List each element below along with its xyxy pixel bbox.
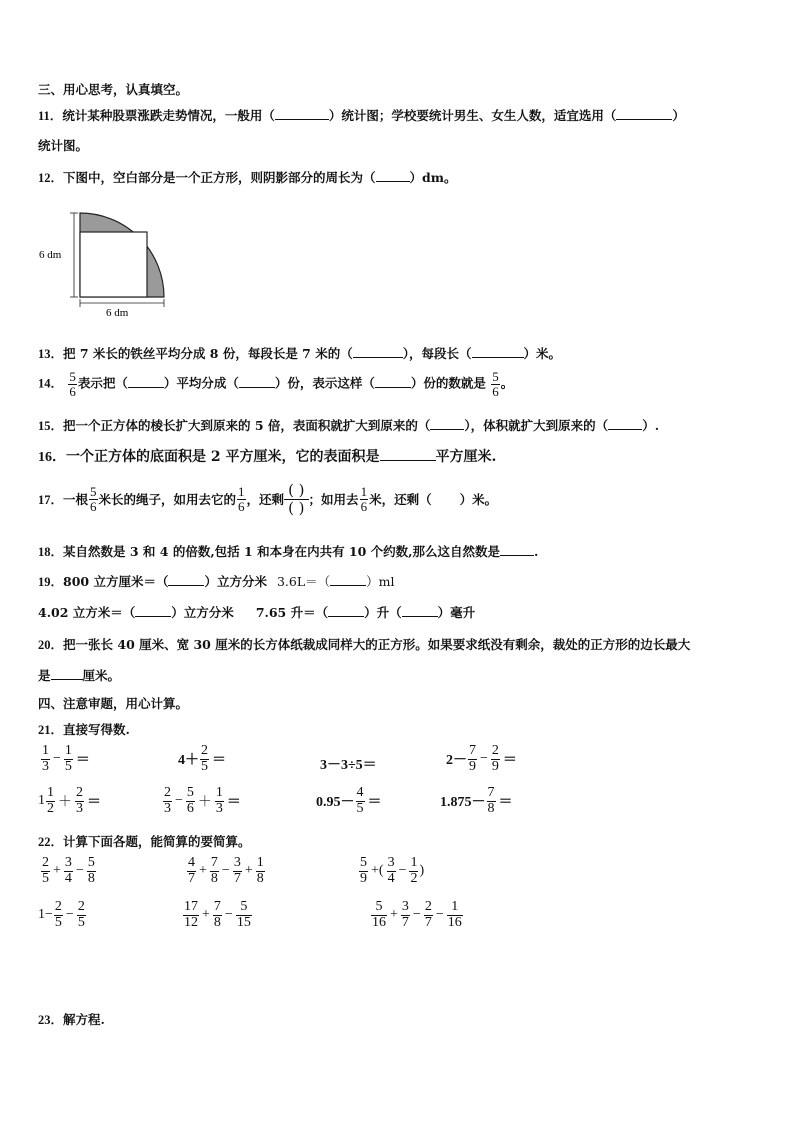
q20-text-b: 是 bbox=[38, 668, 51, 683]
q22-expr-5: $\frac{17}{12}$ + $\frac{7}{8}$ − $\frac{5}{15}$ bbox=[184, 899, 251, 930]
q21-expr-3: 3－3÷5＝ bbox=[320, 758, 377, 773]
q16-number: 16． bbox=[38, 450, 66, 465]
question-15 bbox=[38, 416, 659, 434]
white-square bbox=[80, 232, 147, 297]
question-16 bbox=[38, 446, 496, 466]
q11-text-c: ） bbox=[672, 108, 685, 123]
q11-text-a: 统计某种股票涨跌走势情况，一般用（ bbox=[62, 108, 275, 123]
q15-number: 15． bbox=[38, 419, 64, 433]
q14-fraction-2: $\frac{5}{6}$ bbox=[492, 369, 499, 399]
q18-blank[interactable] bbox=[500, 545, 534, 556]
q11-blank-1[interactable] bbox=[275, 109, 329, 120]
quarter-circle-figure bbox=[38, 205, 173, 320]
q14-blank-3[interactable] bbox=[375, 377, 411, 388]
question-13 bbox=[38, 344, 561, 362]
q13-number: 13． bbox=[38, 347, 64, 361]
q13-text-a: 把 7 米长的铁丝平均分成 8 份，每段长是 7 米的（ bbox=[63, 346, 353, 361]
q19-number: 19． bbox=[38, 575, 64, 589]
question-11 bbox=[38, 106, 685, 124]
q12-text-a: 下图中，空白部分是一个正方形，则阴影部分的周长为（ bbox=[63, 170, 376, 185]
question-11-cont: 统计图。 bbox=[38, 138, 89, 153]
question-14 bbox=[38, 370, 513, 398]
q21-expr-1: $\frac{1}{3}$ − $\frac{1}{5}$ ＝ bbox=[42, 743, 90, 774]
q21-title: 直接写得数. bbox=[63, 722, 130, 737]
q19b-blank-1[interactable] bbox=[135, 606, 171, 617]
q19b-text-d: ）升（ bbox=[364, 605, 402, 620]
q19-text-b: ）立方分米 bbox=[204, 574, 267, 589]
q17-text-e: 米，还剩（ bbox=[369, 492, 432, 507]
q19-text-a: 800 立方厘米＝（ bbox=[63, 574, 169, 589]
q14-text-c: ）份，表示这样（ bbox=[274, 375, 375, 391]
q11-text-b: ）统计图；学校要统计男生、女生人数，适宜选用（ bbox=[328, 108, 617, 123]
question-23 bbox=[38, 1010, 105, 1028]
q17-answer-fraction[interactable]: ( ) ( ) bbox=[284, 482, 308, 516]
q16-text-a: 一个正方体的底面积是 2 平方厘米，它的表面积是 bbox=[66, 449, 380, 465]
q19b-blank-3[interactable] bbox=[402, 606, 438, 617]
q19b-text-e: ）毫升 bbox=[437, 605, 476, 620]
q14-text-e: 。 bbox=[500, 375, 514, 391]
q22-expr-6: $\frac{5}{16}$ + $\frac{3}{7}$ − $\frac{2}{7}$ − $\frac{1}{16}$ bbox=[372, 899, 462, 930]
q20-blank[interactable] bbox=[51, 669, 83, 680]
q17-text-d: ；如用去 bbox=[308, 492, 359, 507]
q20-text-a: 把一张长 40 厘米、宽 30 厘米的长方体纸裁成同样大的正方形。如果要求纸没有剩余，裁处的正方形的边长最大 bbox=[63, 637, 691, 652]
q17-fraction-2: $\frac{1}{6}$ bbox=[238, 483, 245, 514]
q22-number: 22． bbox=[38, 835, 64, 849]
q21-expr-8: 1.875－ $\frac{7}{8}$ ＝ bbox=[440, 785, 513, 816]
q23-title: 解方程. bbox=[63, 1012, 105, 1027]
question-22 bbox=[38, 832, 251, 850]
q17-text-b: 米长的绳子，如用去它的 bbox=[98, 492, 237, 507]
q21-expr-6: $\frac{2}{3}$ − $\frac{5}{6}$ ＋ $\frac{1}{3}$ ＝ bbox=[164, 785, 241, 816]
q12-number: 12． bbox=[38, 171, 64, 185]
question-12 bbox=[38, 168, 457, 186]
q14-fraction-1: $\frac{5}{6}$ bbox=[69, 369, 76, 399]
q16-text-b: 平方厘米. bbox=[435, 449, 497, 465]
q21-expr-2: 4＋ $\frac{2}{5}$ ＝ bbox=[178, 743, 226, 774]
q14-blank-2[interactable] bbox=[239, 377, 275, 388]
q18-number: 18． bbox=[38, 545, 64, 559]
q15-blank-2[interactable] bbox=[608, 419, 642, 430]
question-19-part-2 bbox=[38, 603, 475, 621]
q20-number: 20． bbox=[38, 638, 64, 652]
q19b-text-a: 4.02 立方米＝（ bbox=[38, 605, 136, 620]
q17-text-c: ，还剩 bbox=[246, 492, 285, 507]
q15-text-b: ），体积就扩大到原来的（ bbox=[464, 418, 609, 433]
q21-number: 21． bbox=[38, 723, 64, 737]
q17-fraction-3: $\frac{1}{6}$ bbox=[360, 483, 368, 514]
bottom-label: 6 dm bbox=[106, 307, 129, 319]
question-21 bbox=[38, 720, 130, 738]
q19b-text-c: 7.65 升＝（ bbox=[255, 605, 329, 620]
q15-text-c: ）. bbox=[642, 418, 660, 433]
q23-number: 23． bbox=[38, 1013, 64, 1027]
q16-blank[interactable] bbox=[380, 450, 436, 461]
q17-text-f: ）米。 bbox=[459, 492, 498, 507]
question-19 bbox=[38, 572, 395, 590]
q15-text-a: 把一个正方体的棱长扩大到原来的 5 倍，表面积就扩大到原来的（ bbox=[63, 418, 431, 433]
question-20-cont bbox=[38, 666, 120, 684]
q19-blank-1[interactable] bbox=[168, 575, 204, 586]
q11-blank-2[interactable] bbox=[616, 109, 672, 120]
q19-text-c: 3.6L＝（ bbox=[276, 574, 331, 589]
q22-expr-3: $\frac{5}{9}$ +( $\frac{3}{4}$ − $\frac{1}{2}$ ) bbox=[360, 855, 425, 886]
q19-blank-2[interactable] bbox=[330, 575, 366, 586]
q19b-text-b: ）立方分米 bbox=[171, 605, 234, 620]
q13-text-c: ）米。 bbox=[523, 346, 562, 361]
q12-text-b: ）dm。 bbox=[409, 170, 457, 185]
q17-number: 17． bbox=[38, 493, 64, 507]
q14-text-a: 表示把（ bbox=[77, 375, 128, 391]
q21-expr-4: 2－ $\frac{7}{9}$ − $\frac{2}{9}$ ＝ bbox=[446, 743, 517, 774]
section-4-title: 四、注意审题，用心计算。 bbox=[38, 696, 189, 711]
q13-blank-1[interactable] bbox=[353, 347, 403, 358]
question-17 bbox=[38, 482, 497, 516]
q14-text-d: ）份的数就是 bbox=[410, 375, 486, 391]
q21-expr-7: 0.95－ $\frac{4}{5}$ ＝ bbox=[316, 785, 382, 816]
q19b-blank-2[interactable] bbox=[328, 606, 364, 617]
q20-text-c: 厘米。 bbox=[82, 668, 121, 683]
q17-text-a: 一根 bbox=[63, 492, 89, 507]
q12-blank[interactable] bbox=[376, 171, 410, 182]
q18-text-a: 某自然数是 3 和 4 的倍数,包括 1 和本身在内共有 10 个约数,那么这自然数是 bbox=[63, 544, 501, 559]
q18-text-b: . bbox=[534, 544, 539, 559]
question-18 bbox=[38, 542, 538, 560]
q13-blank-2[interactable] bbox=[472, 347, 524, 358]
q15-blank-1[interactable] bbox=[430, 419, 464, 430]
section-3-title: 三、用心思考，认真填空。 bbox=[38, 82, 189, 97]
left-label: 6 dm bbox=[39, 249, 62, 261]
q13-text-b: ），每段长（ bbox=[402, 346, 472, 361]
q17-fraction-1: $\frac{5}{6}$ bbox=[90, 483, 97, 514]
q22-title: 计算下面各题，能简算的要简算。 bbox=[63, 834, 251, 849]
q22-expr-2: $\frac{4}{7}$ + $\frac{7}{8}$ − $\frac{3}{7}$ + $\frac{1}{8}$ bbox=[188, 855, 264, 886]
q22-expr-4: 1− $\frac{2}{5}$ − $\frac{2}{5}$ bbox=[38, 899, 85, 930]
q22-expr-1: $\frac{2}{5}$ + $\frac{3}{4}$ − $\frac{5}{8}$ bbox=[42, 855, 95, 886]
q19-text-d: ）ml bbox=[366, 574, 395, 589]
q14-number: 14． bbox=[38, 376, 64, 391]
question-20 bbox=[38, 635, 690, 653]
q11-number: 11． bbox=[38, 109, 63, 123]
q21-expr-5: 1 $\frac{1}{2}$ ＋ $\frac{2}{3}$ ＝ bbox=[38, 785, 101, 816]
q14-blank-1[interactable] bbox=[128, 377, 164, 388]
q14-text-b: ）平均分成（ bbox=[163, 375, 239, 391]
